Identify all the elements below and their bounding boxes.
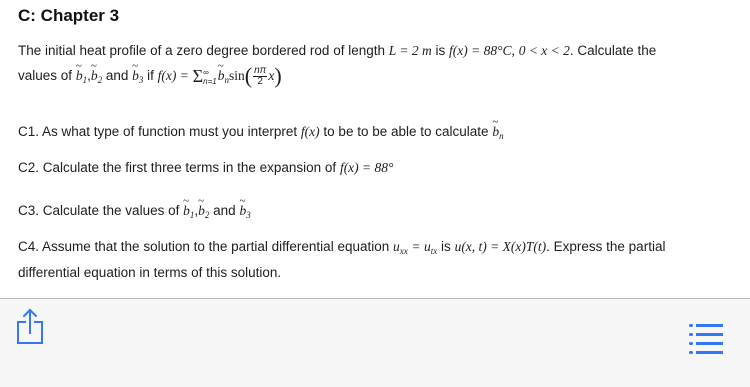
values-of-text: values of (18, 68, 73, 84)
c1-bn: ~ $b_n$ (492, 122, 503, 146)
question-c4-line-1 (18, 237, 665, 261)
question-c2 (18, 158, 393, 178)
pde-rhs: = $u_{tx}$ (411, 239, 438, 256)
bottom-toolbar (0, 299, 750, 387)
intro-text-b: . Calculate the (569, 43, 657, 58)
question-c4-line-2: differential equation in terms of this solution. (18, 265, 282, 280)
domain: 0 < x < 2 (518, 43, 570, 58)
c1-fx: f(x) (300, 124, 320, 139)
question-c1 (18, 122, 504, 146)
and-text: and (105, 68, 129, 84)
list-button[interactable] (689, 321, 723, 361)
c4-text-b: . Express the partial (546, 239, 666, 254)
intro-is: is (435, 43, 446, 58)
c2-fx: f(x) = 88° (339, 160, 394, 175)
c3-and: and (213, 203, 236, 218)
separable-solution: u(x, t) = X(x)T(t) (454, 239, 547, 254)
c3-b1: ~ $b_1$ (183, 201, 194, 225)
c1-text: C1. As what type of function must you interpret (18, 124, 298, 139)
c1-text-b: to be to be able to calculate (323, 124, 489, 139)
b1-coef: ~ $b_1$ (76, 66, 87, 90)
intro-text: The initial heat profile of a zero degree bordered rod of length (18, 43, 385, 58)
c4-is: is (441, 239, 451, 254)
list-icon (689, 321, 723, 361)
c3-b3: ~ $b_3$ (239, 201, 250, 225)
chapter-heading: C: Chapter 3 (18, 6, 120, 25)
c3-b2: ~ $b_2$ (198, 201, 209, 225)
sum-symbol: Σ (192, 66, 204, 87)
question-c3: C3. Calculate the values of ~ $b_1,\sim$ $b_2$ and ~ $b_3$ (18, 201, 251, 225)
initial-profile: f(x) = 88°C, (449, 43, 515, 58)
share-icon (12, 305, 52, 349)
series-fraction: $\frac{n\pi}{2}$ (254, 65, 267, 87)
intro-line-2: values of ~ $b_1,\sim$ $b_2$ and ~ $b_3$ if f(x) = Σ ∞ n=1 ~ $b_n\sin$( $\frac{n\pi}{2}$ x) (18, 66, 282, 90)
c3-text: C3. Calculate the values of (18, 203, 180, 218)
intro-line-1 (18, 41, 656, 61)
b2-coef: ~ $b_2$ (91, 66, 102, 90)
series-lhs: f(x) = (157, 68, 189, 84)
bn-coef: ~ $b_n$ (218, 66, 229, 90)
c4-text: C4. Assume that the solution to the partial differential equation (18, 239, 390, 254)
c2-text: C2. Calculate the first three terms in the expansion of (18, 160, 337, 175)
if-text: if (147, 68, 154, 84)
rod-length: L = 2 m (388, 43, 432, 58)
pde-lhs: $u_{xx}$ (393, 239, 408, 256)
b3-coef: ~ $b_3$ (132, 66, 143, 90)
share-button[interactable] (12, 305, 52, 349)
sin-function: sin (228, 68, 245, 84)
